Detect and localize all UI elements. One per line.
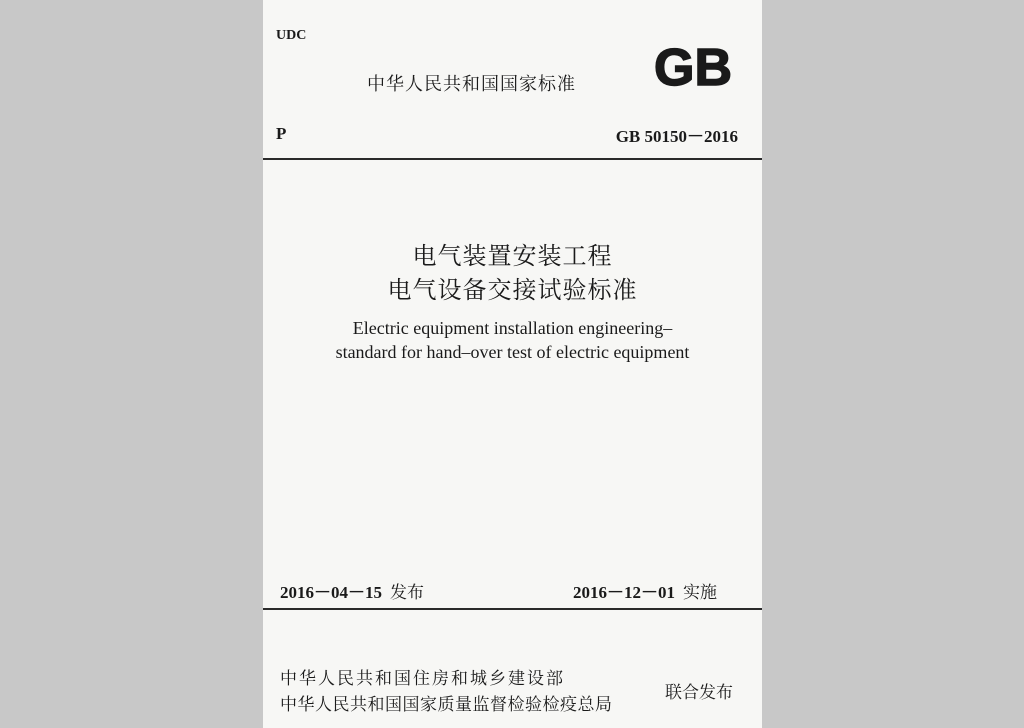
top-divider [263, 158, 762, 160]
joint-issue-label: 联合发布 [665, 683, 733, 703]
implement-label: 实施 [683, 583, 717, 603]
issue-date: 2016－04－15 [280, 583, 382, 602]
implement-date: 2016－12－01 [573, 583, 675, 602]
udc-label: UDC [276, 28, 307, 43]
national-standard-heading: 中华人民共和国国家标准 [367, 74, 576, 95]
gb-logo-text: GB [654, 40, 732, 92]
issuer-aqsiq: 中华人民共和国国家质量监督检验检疫总局 [280, 695, 613, 715]
standard-cover-page [263, 0, 762, 728]
bottom-divider [263, 608, 762, 610]
standard-number: GB 50150－2016 [615, 127, 738, 146]
gb-logo-icon [647, 40, 739, 92]
issue-date-block [280, 578, 424, 603]
issue-label: 发布 [390, 583, 424, 603]
title-cn-line-1: 电气装置安装工程 [412, 242, 613, 270]
title-en-line-1: Electric equipment installation engineering– [352, 318, 673, 338]
title-en-line-2: standard for hand–over test of electric equipment [335, 342, 690, 362]
category-code: P [276, 124, 287, 143]
title-cn-line-2: 电气设备交接试验标准 [387, 276, 638, 304]
implement-date-block [573, 578, 717, 603]
issuer-ministry: 中华人民共和国住房和城乡建设部 [280, 669, 565, 689]
